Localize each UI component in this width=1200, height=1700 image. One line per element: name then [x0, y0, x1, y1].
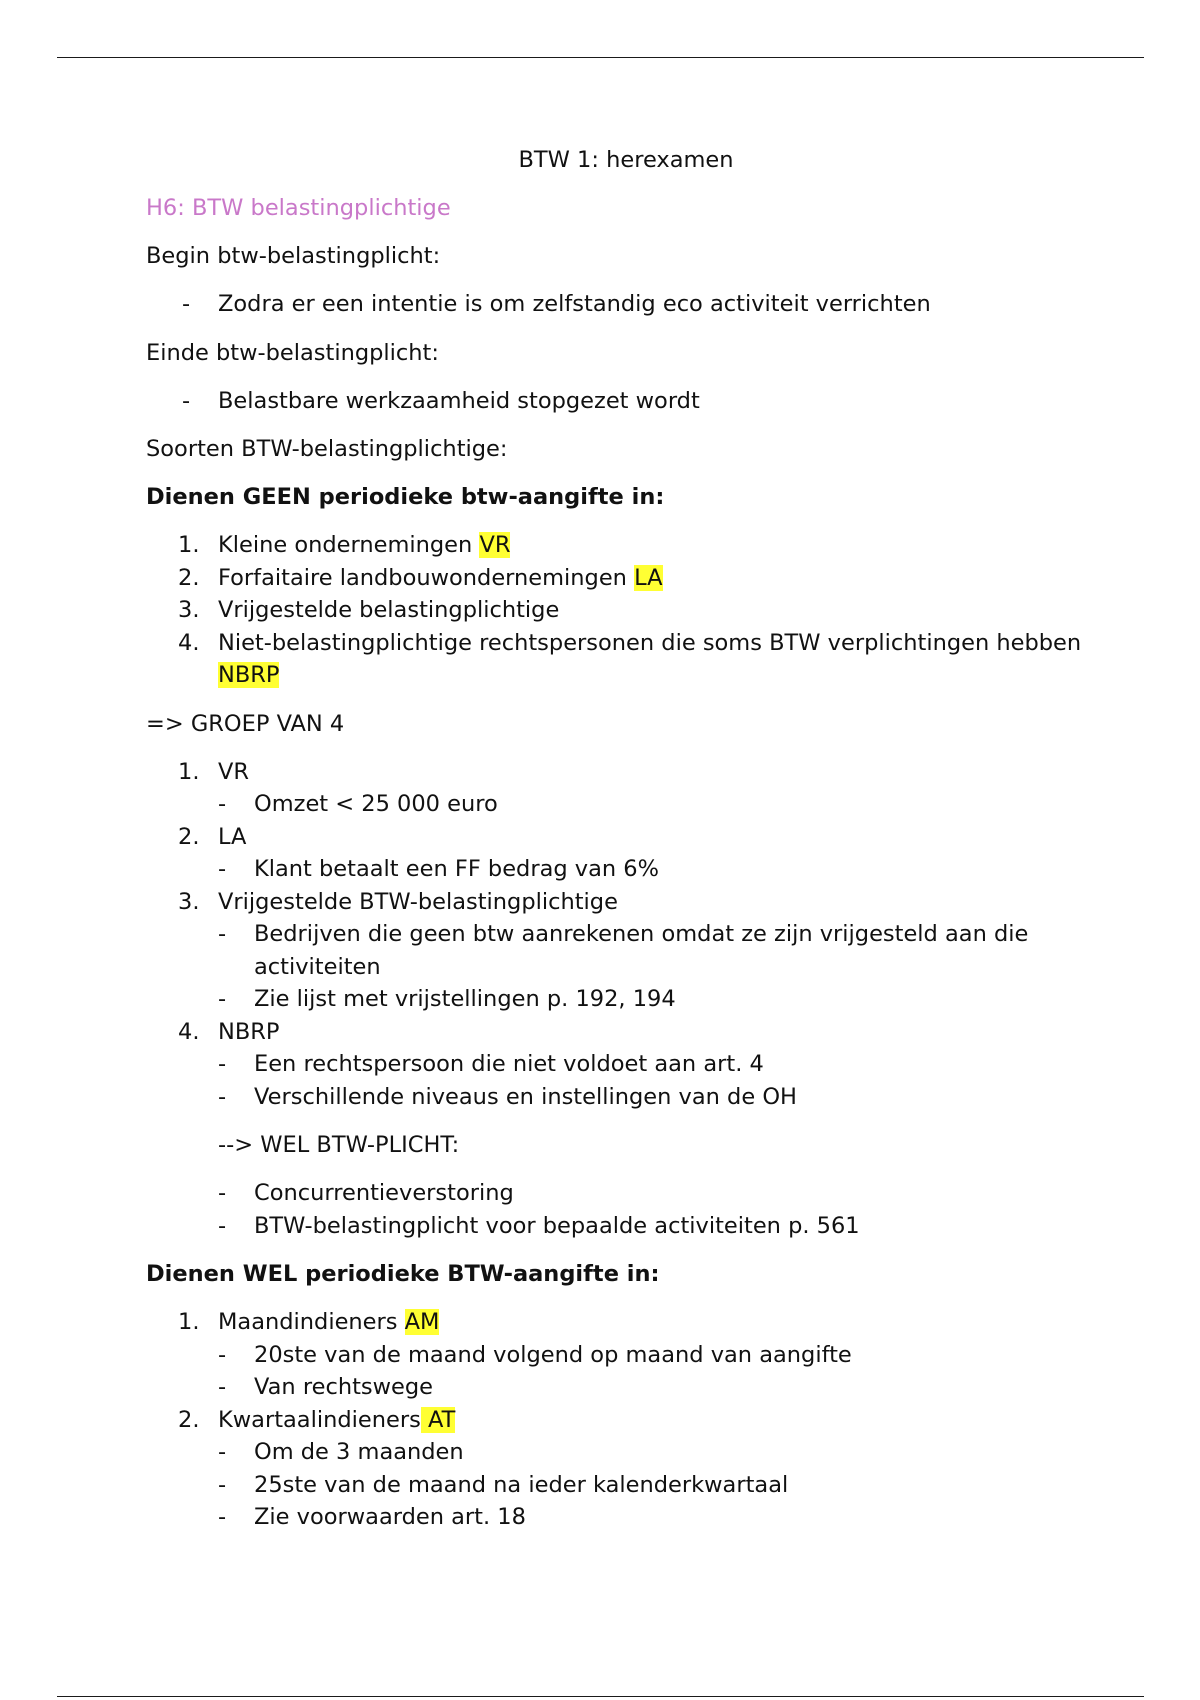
sub-item: - Zie lijst met vrijstellingen p. 192, 194	[218, 986, 676, 1012]
highlight-tag: AM	[404, 1309, 440, 1335]
list-item: 2. Kwartaalindieners AT	[178, 1406, 456, 1433]
list-item: 2. Forfaitaire landbouwondernemingen LA	[178, 564, 663, 591]
einde-label: Einde btw-belastingplicht:	[146, 339, 439, 366]
list-item: 3. Vrijgestelde belastingplichtige	[178, 597, 560, 623]
highlight-tag: LA	[634, 564, 663, 591]
sub-item: - Zie voorwaarden art. 18	[218, 1504, 526, 1530]
sub-item: - Klant betaalt een FF bedrag van 6%	[218, 856, 659, 882]
sub-item: - Concurrentieverstoring	[218, 1180, 514, 1206]
wel-plicht-list	[146, 1177, 1096, 1242]
list-item: 1. VR	[178, 758, 250, 785]
highlight-tag: AT	[420, 1406, 456, 1433]
sub-item: - Bedrijven die geen btw aanrekenen omdat ze zijn vrijgesteld aan die activiteiten	[218, 921, 1029, 980]
geen-list	[146, 529, 1096, 692]
sub-item: - Om de 3 maanden	[218, 1439, 464, 1465]
geen-aangifte-heading: Dienen GEEN periodieke btw-aangifte in:	[146, 484, 665, 510]
begin-label: Begin btw-belastingplicht:	[146, 243, 441, 269]
list-item: 1. Maandindieners AM	[178, 1309, 440, 1335]
list-item: 4. NBRP	[178, 1018, 280, 1045]
soorten-label: Soorten BTW-belastingplichtige:	[146, 436, 508, 462]
header-rule	[57, 57, 1144, 58]
list-item: 1. Kleine ondernemingen VR	[178, 532, 511, 558]
list-item: 4. Niet-belastingplichtige rechtspersonen die soms BTW verplichtingen hebben NBRP	[178, 629, 1082, 688]
sub-item: - 20ste van de maand volgend op maand van aangifte	[218, 1341, 852, 1368]
list-item: - Belastbare werkzaamheid stopgezet wordt	[182, 387, 700, 414]
sub-item: - Verschillende niveaus en instellingen van de OH	[218, 1083, 797, 1110]
sub-item: - Een rechtspersoon die niet voldoet aan art. 4	[218, 1051, 764, 1077]
groep-label: => GROEP VAN 4	[146, 710, 345, 737]
sub-item: - Omzet < 25 000 euro	[218, 791, 498, 817]
list-item: 2. LA	[178, 823, 247, 850]
document-page	[146, 144, 1096, 1550]
chapter-heading: H6: BTW belastingplichtige	[146, 195, 451, 221]
sub-item: - BTW-belastingplicht voor bepaalde activiteiten p. 561	[218, 1212, 860, 1239]
wel-btw-plicht-label: --> WEL BTW-PLICHT:	[218, 1132, 460, 1158]
document-title: BTW 1: herexamen	[518, 147, 734, 173]
sub-item: - 25ste van de maand na ieder kalenderkwartaal	[218, 1471, 789, 1498]
list-item: - Zodra er een intentie is om zelfstandig eco activiteit verrichten	[182, 291, 931, 317]
sub-item: - Van rechtswege	[218, 1374, 433, 1400]
footer-rule	[57, 1696, 1144, 1697]
groep-list	[146, 756, 1096, 1114]
highlight-tag: VR	[479, 532, 511, 558]
list-item: 3. Vrijgestelde BTW-belastingplichtige	[178, 888, 618, 915]
wel-list	[146, 1306, 1096, 1534]
highlight-tag: NBRP	[218, 662, 280, 688]
wel-aangifte-heading: Dienen WEL periodieke BTW-aangifte in:	[146, 1261, 660, 1287]
